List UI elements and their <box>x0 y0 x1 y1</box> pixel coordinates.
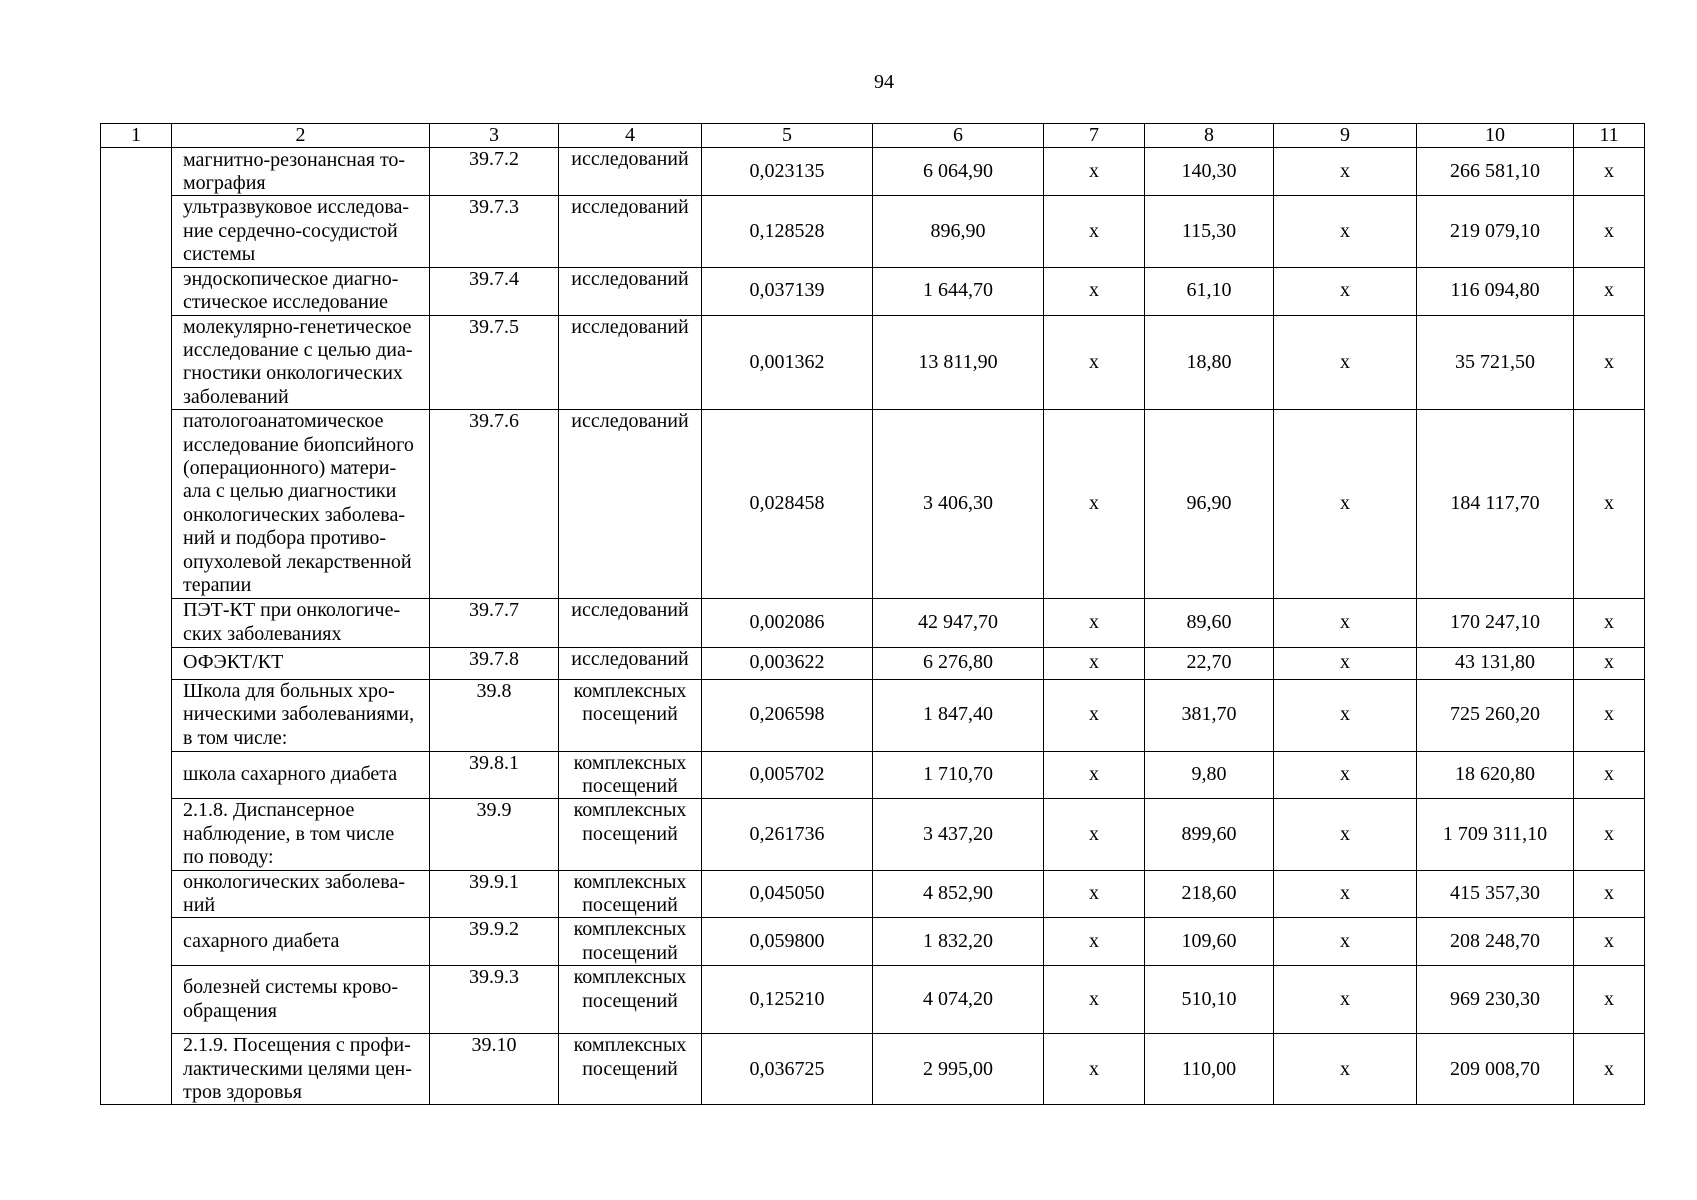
table-row <box>101 751 1645 799</box>
x-mark-cell-col-7: х <box>1044 148 1145 196</box>
row-name-cell: 2.1.9. Посещения с профи- лактическими целями цен- тров здоровья <box>172 1034 430 1105</box>
x-mark-cell-col-11: х <box>1574 679 1645 751</box>
x-mark-cell-col-11: х <box>1574 196 1645 267</box>
value-cell-col-5: 0,003622 <box>702 647 873 679</box>
value-cell-col-10: 116 094,80 <box>1417 267 1574 315</box>
header-row <box>101 124 1645 148</box>
value-cell-col-6: 3 406,30 <box>873 410 1044 598</box>
value-cell-col-6: 1 832,20 <box>873 918 1044 966</box>
value-cell-col-10: 170 247,10 <box>1417 598 1574 647</box>
row-code-cell: 39.7.8 <box>430 647 559 679</box>
header-cell-col-2: 2 <box>172 124 430 148</box>
row-unit-cell: исследований <box>559 267 702 315</box>
row-unit-cell: комплексных посещений <box>559 966 702 1034</box>
value-cell-col-8: 510,10 <box>1145 966 1274 1034</box>
table-row <box>101 870 1645 918</box>
table-row <box>101 799 1645 870</box>
row-unit-cell: исследований <box>559 315 702 410</box>
header-cell-col-6: 6 <box>873 124 1044 148</box>
value-cell-col-10: 209 008,70 <box>1417 1034 1574 1105</box>
value-cell-col-6: 42 947,70 <box>873 598 1044 647</box>
table-body <box>101 148 1645 1105</box>
header-cell-col-3: 3 <box>430 124 559 148</box>
row-name-cell: молекулярно-генетическое исследование с целью диа- гностики онкологических заболеваний <box>172 315 430 410</box>
row-unit-cell: исследований <box>559 647 702 679</box>
table-row <box>101 267 1645 315</box>
x-mark-cell-col-11: х <box>1574 148 1645 196</box>
value-cell-col-5: 0,037139 <box>702 267 873 315</box>
row-code-cell: 39.9.3 <box>430 966 559 1034</box>
value-cell-col-10: 969 230,30 <box>1417 966 1574 1034</box>
row-name-cell: патологоанатомическое исследование биопсийного (операционного) матери- ала с целью диагностики онкологических заболева- ний и подбора противо- опухолевой лекарственной терапии <box>172 410 430 598</box>
row-unit-cell: комплексных посещений <box>559 1034 702 1105</box>
x-mark-cell-col-7: х <box>1044 410 1145 598</box>
row-code-cell: 39.7.4 <box>430 267 559 315</box>
x-mark-cell-col-9: х <box>1274 1034 1417 1105</box>
value-cell-col-6: 896,90 <box>873 196 1044 267</box>
x-mark-cell-col-11: х <box>1574 870 1645 918</box>
row-code-cell: 39.7.7 <box>430 598 559 647</box>
value-cell-col-5: 0,005702 <box>702 751 873 799</box>
row-unit-cell: комплексных посещений <box>559 751 702 799</box>
row-code-cell: 39.9.2 <box>430 918 559 966</box>
header-cell-col-10: 10 <box>1417 124 1574 148</box>
value-cell-col-5: 0,125210 <box>702 966 873 1034</box>
page-number: 94 <box>874 71 894 93</box>
row-name-cell: онкологических заболева- ний <box>172 870 430 918</box>
x-mark-cell-col-11: х <box>1574 799 1645 870</box>
row-code-cell: 39.7.5 <box>430 315 559 410</box>
value-cell-col-8: 61,10 <box>1145 267 1274 315</box>
x-mark-cell-col-11: х <box>1574 410 1645 598</box>
x-mark-cell-col-11: х <box>1574 918 1645 966</box>
x-mark-cell-col-7: х <box>1044 647 1145 679</box>
x-mark-cell-col-11: х <box>1574 751 1645 799</box>
value-cell-col-10: 18 620,80 <box>1417 751 1574 799</box>
row-name-cell: ОФЭКТ/КТ <box>172 647 430 679</box>
value-cell-col-5: 0,261736 <box>702 799 873 870</box>
x-mark-cell-col-9: х <box>1274 918 1417 966</box>
header-cell-col-4: 4 <box>559 124 702 148</box>
row-code-cell: 39.7.3 <box>430 196 559 267</box>
x-mark-cell-col-7: х <box>1044 870 1145 918</box>
value-cell-col-8: 9,80 <box>1145 751 1274 799</box>
value-cell-col-6: 13 811,90 <box>873 315 1044 410</box>
value-cell-col-8: 96,90 <box>1145 410 1274 598</box>
table-row <box>101 679 1645 751</box>
value-cell-col-6: 1 644,70 <box>873 267 1044 315</box>
table-row <box>101 966 1645 1034</box>
x-mark-cell-col-11: х <box>1574 315 1645 410</box>
data-table <box>100 123 1645 1105</box>
row-name-cell: ультразвуковое исследова- ние сердечно-сосудистой системы <box>172 196 430 267</box>
x-mark-cell-col-7: х <box>1044 315 1145 410</box>
row-unit-cell: комплексных посещений <box>559 679 702 751</box>
table-row <box>101 148 1645 196</box>
value-cell-col-8: 115,30 <box>1145 196 1274 267</box>
value-cell-col-10: 1 709 311,10 <box>1417 799 1574 870</box>
row-name-cell: сахарного диабета <box>172 918 430 966</box>
x-mark-cell-col-9: х <box>1274 315 1417 410</box>
row-name-cell: болезней системы крово- обращения <box>172 966 430 1034</box>
value-cell-col-5: 0,028458 <box>702 410 873 598</box>
x-mark-cell-col-7: х <box>1044 267 1145 315</box>
table-row <box>101 918 1645 966</box>
row-unit-cell: комплексных посещений <box>559 918 702 966</box>
header-cell-col-9: 9 <box>1274 124 1417 148</box>
row-code-cell: 39.10 <box>430 1034 559 1105</box>
row-unit-cell: комплексных посещений <box>559 799 702 870</box>
row-name-cell: эндоскопическое диагно- стическое исследование <box>172 267 430 315</box>
value-cell-col-8: 18,80 <box>1145 315 1274 410</box>
x-mark-cell-col-9: х <box>1274 196 1417 267</box>
header-cell-col-5: 5 <box>702 124 873 148</box>
value-cell-col-5: 0,002086 <box>702 598 873 647</box>
value-cell-col-6: 6 064,90 <box>873 148 1044 196</box>
value-cell-col-10: 725 260,20 <box>1417 679 1574 751</box>
header-cell-col-7: 7 <box>1044 124 1145 148</box>
header-cell-col-11: 11 <box>1574 124 1645 148</box>
value-cell-col-5: 0,036725 <box>702 1034 873 1105</box>
x-mark-cell-col-11: х <box>1574 267 1645 315</box>
row-code-cell: 39.8.1 <box>430 751 559 799</box>
x-mark-cell-col-9: х <box>1274 799 1417 870</box>
x-mark-cell-col-11: х <box>1574 598 1645 647</box>
x-mark-cell-col-7: х <box>1044 679 1145 751</box>
table-row <box>101 1034 1645 1105</box>
value-cell-col-8: 89,60 <box>1145 598 1274 647</box>
value-cell-col-5: 0,001362 <box>702 315 873 410</box>
value-cell-col-8: 140,30 <box>1145 148 1274 196</box>
row-name-cell: 2.1.8. Диспансерное наблюдение, в том числе по поводу: <box>172 799 430 870</box>
value-cell-col-6: 1 847,40 <box>873 679 1044 751</box>
value-cell-col-8: 381,70 <box>1145 679 1274 751</box>
value-cell-col-6: 3 437,20 <box>873 799 1044 870</box>
row-unit-cell: комплексных посещений <box>559 870 702 918</box>
table-row <box>101 315 1645 410</box>
x-mark-cell-col-9: х <box>1274 751 1417 799</box>
header-cell-col-8: 8 <box>1145 124 1274 148</box>
table-header <box>101 124 1645 148</box>
header-cell-col-1: 1 <box>101 124 172 148</box>
x-mark-cell-col-11: х <box>1574 966 1645 1034</box>
row-code-cell: 39.9.1 <box>430 870 559 918</box>
value-cell-col-10: 184 117,70 <box>1417 410 1574 598</box>
row-name-cell: школа сахарного диабета <box>172 751 430 799</box>
value-cell-col-10: 35 721,50 <box>1417 315 1574 410</box>
value-cell-col-8: 110,00 <box>1145 1034 1274 1105</box>
row-unit-cell: исследований <box>559 598 702 647</box>
column-1-merged-cell <box>101 148 172 1105</box>
value-cell-col-6: 6 276,80 <box>873 647 1044 679</box>
value-cell-col-10: 43 131,80 <box>1417 647 1574 679</box>
value-cell-col-8: 218,60 <box>1145 870 1274 918</box>
value-cell-col-8: 22,70 <box>1145 647 1274 679</box>
table-row <box>101 410 1645 598</box>
x-mark-cell-col-11: х <box>1574 647 1645 679</box>
value-cell-col-10: 266 581,10 <box>1417 148 1574 196</box>
x-mark-cell-col-7: х <box>1044 196 1145 267</box>
row-name-cell: ПЭТ-КТ при онкологиче- ских заболеваниях <box>172 598 430 647</box>
value-cell-col-10: 219 079,10 <box>1417 196 1574 267</box>
x-mark-cell-col-7: х <box>1044 918 1145 966</box>
x-mark-cell-col-9: х <box>1274 410 1417 598</box>
value-cell-col-5: 0,023135 <box>702 148 873 196</box>
x-mark-cell-col-7: х <box>1044 751 1145 799</box>
x-mark-cell-col-7: х <box>1044 966 1145 1034</box>
value-cell-col-10: 208 248,70 <box>1417 918 1574 966</box>
x-mark-cell-col-9: х <box>1274 679 1417 751</box>
row-code-cell: 39.9 <box>430 799 559 870</box>
value-cell-col-5: 0,128528 <box>702 196 873 267</box>
row-code-cell: 39.7.6 <box>430 410 559 598</box>
value-cell-col-10: 415 357,30 <box>1417 870 1574 918</box>
table-row <box>101 196 1645 267</box>
row-code-cell: 39.8 <box>430 679 559 751</box>
row-unit-cell: исследований <box>559 410 702 598</box>
value-cell-col-8: 899,60 <box>1145 799 1274 870</box>
x-mark-cell-col-9: х <box>1274 647 1417 679</box>
row-unit-cell: исследований <box>559 196 702 267</box>
value-cell-col-6: 2 995,00 <box>873 1034 1044 1105</box>
x-mark-cell-col-9: х <box>1274 598 1417 647</box>
row-name-cell: магнитно-резонансная то- мография <box>172 148 430 196</box>
value-cell-col-5: 0,045050 <box>702 870 873 918</box>
x-mark-cell-col-9: х <box>1274 267 1417 315</box>
x-mark-cell-col-9: х <box>1274 148 1417 196</box>
value-cell-col-6: 4 074,20 <box>873 966 1044 1034</box>
row-name-cell: Школа для больных хро- ническими заболеваниями, в том числе: <box>172 679 430 751</box>
row-code-cell: 39.7.2 <box>430 148 559 196</box>
value-cell-col-5: 0,059800 <box>702 918 873 966</box>
table-row <box>101 598 1645 647</box>
table-row <box>101 647 1645 679</box>
value-cell-col-6: 1 710,70 <box>873 751 1044 799</box>
row-unit-cell: исследований <box>559 148 702 196</box>
x-mark-cell-col-9: х <box>1274 966 1417 1034</box>
value-cell-col-5: 0,206598 <box>702 679 873 751</box>
x-mark-cell-col-11: х <box>1574 1034 1645 1105</box>
value-cell-col-8: 109,60 <box>1145 918 1274 966</box>
x-mark-cell-col-7: х <box>1044 1034 1145 1105</box>
value-cell-col-6: 4 852,90 <box>873 870 1044 918</box>
x-mark-cell-col-7: х <box>1044 598 1145 647</box>
x-mark-cell-col-9: х <box>1274 870 1417 918</box>
x-mark-cell-col-7: х <box>1044 799 1145 870</box>
